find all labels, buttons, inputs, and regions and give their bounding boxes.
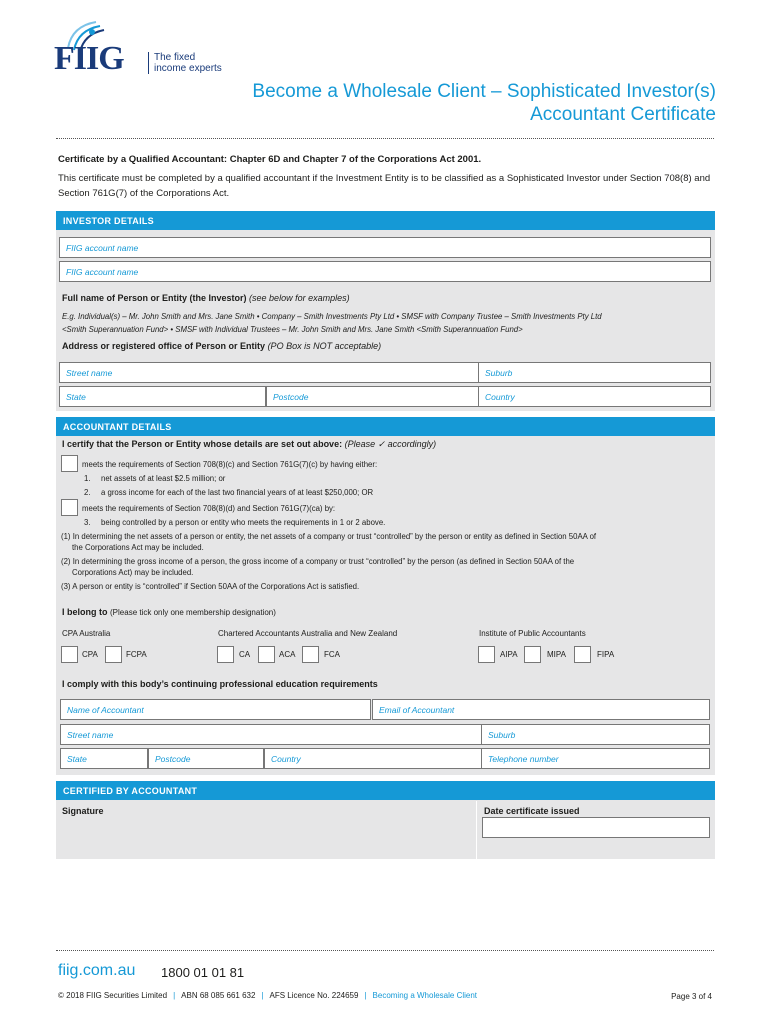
accountant-country-field[interactable]: Country [264, 748, 482, 769]
divider [56, 138, 714, 139]
example-line-2: <Smith Superannuation Fund> • SMSF with Individual Trustees – Mr. John Smith and Mrs. Jane Smith <Smith Superannuation Fund> [62, 325, 523, 334]
investor-suburb-field[interactable]: Suburb [478, 362, 711, 383]
date-issued-field[interactable] [482, 817, 710, 838]
intro-text: This certificate must be completed by a qualified accountant if the Investment Entity is to be classified as a Sophisticated Investor under Section 708(8) and Section 761G(7) of the Corporations Act. [58, 173, 711, 199]
signature-label: Signature [62, 806, 104, 816]
fiig-account-name-field-2[interactable]: FIIG account name [59, 261, 711, 282]
requirement-a-checkbox[interactable] [61, 455, 78, 472]
page-title: Become a Wholesale Client – Sophisticated Investor(s) Accountant Certificate [252, 81, 716, 125]
fcpa-checkbox[interactable] [105, 646, 122, 663]
fcpa-label: FCPA [126, 650, 147, 659]
certified-section [56, 781, 715, 859]
fca-label: FCA [324, 650, 340, 659]
cpa-australia-label: CPA Australia [62, 629, 111, 638]
item-1-number: 1. [84, 474, 91, 483]
investor-details-section [56, 211, 715, 411]
address-label: Address or registered office of Person or Entity (PO Box is NOT acceptable) [62, 341, 382, 351]
footer-divider [56, 950, 714, 951]
aipa-checkbox[interactable] [478, 646, 495, 663]
aca-checkbox[interactable] [258, 646, 275, 663]
item-3-number: 3. [84, 518, 91, 527]
comply-label: I comply with this body’s continuing professional education requirements [62, 679, 378, 689]
cpa-label: CPA [82, 650, 98, 659]
item-2-number: 2. [84, 488, 91, 497]
investor-state-field[interactable]: State [59, 386, 266, 407]
example-line-1: E.g. Individual(s) – Mr. John Smith and Mrs. Jane Smith • Company – Smith Investments Pty Ltd • SMSF with Company Trustee – Smith Investments Pty Ltd [62, 312, 602, 321]
investor-details-heading: INVESTOR DETAILS [56, 211, 715, 230]
accountant-name-field[interactable]: Name of Accountant [60, 699, 371, 720]
note-3: (3) A person or entity is “controlled” if Section 50AA of the Corporations Act is satisfied. [61, 582, 360, 591]
fipa-checkbox[interactable] [574, 646, 591, 663]
accountant-email-field[interactable]: Email of Accountant [372, 699, 710, 720]
accountant-details-heading: ACCOUNTANT DETAILS [56, 417, 715, 436]
aca-label: ACA [279, 650, 296, 659]
logo-wordmark: FIIG [54, 40, 124, 77]
chartered-accountants-label: Chartered Accountants Australia and New Zealand [218, 629, 398, 638]
ca-label: CA [239, 650, 251, 659]
item-3-text: being controlled by a person or entity who meets the requirements in 1 or 2 above. [101, 518, 386, 527]
requirement-b-text: meets the requirements of Section 708(8)(d) and Section 761G(7)(ca) by: [82, 504, 336, 513]
logo-tagline: The fixed income experts [148, 52, 222, 74]
date-issued-label: Date certificate issued [484, 806, 580, 816]
ca-checkbox[interactable] [217, 646, 234, 663]
footer-website-link[interactable]: fiig.com.au [58, 962, 136, 979]
ipa-label: Institute of Public Accountants [479, 629, 586, 638]
accountant-telephone-field[interactable]: Telephone number [481, 748, 710, 769]
certify-label: I certify that the Person or Entity whose details are set out above: (Please ✓ accordingly) [62, 439, 437, 449]
fiig-account-name-field-1[interactable]: FIIG account name [59, 237, 711, 258]
item-1-text: net assets of at least $2.5 million; or [101, 474, 226, 483]
note-2-line-2: Corporations Act) may be included. [72, 568, 194, 577]
fipa-label: FIPA [597, 650, 615, 659]
page-number: Page 3 of 4 [671, 992, 712, 1001]
fiig-logo [52, 20, 242, 75]
cpa-checkbox[interactable] [61, 646, 78, 663]
investor-street-field[interactable]: Street name [59, 362, 479, 383]
note-1-line-1: (1) In determining the net assets of a person or entity, the net assets of a company or trust “controlled” by the person or entity as defined in Section 50AA of [61, 532, 597, 541]
requirement-a-text: meets the requirements of Section 708(8)(c) and Section 761G(7)(c) by having either: [82, 460, 378, 469]
accountant-street-field[interactable]: Street name [60, 724, 482, 745]
intro-heading: Certificate by a Qualified Accountant: Chapter 6D and Chapter 7 of the Corporations Act 2001. [58, 154, 482, 165]
note-2-line-1: (2) In determining the gross income of a person, the gross income of a company or trust “controlled” by the person (as defined in Section 50AA of the [61, 557, 575, 566]
item-2-text: a gross income for each of the last two financial years of at least $250,000; OR [101, 488, 374, 497]
accountant-state-field[interactable]: State [60, 748, 148, 769]
accountant-details-section [56, 417, 715, 775]
accountant-suburb-field[interactable]: Suburb [481, 724, 710, 745]
footer-phone: 1800 01 01 81 [161, 965, 245, 980]
mipa-checkbox[interactable] [524, 646, 541, 663]
requirement-b-checkbox[interactable] [61, 499, 78, 516]
fca-checkbox[interactable] [302, 646, 319, 663]
investor-country-field[interactable]: Country [478, 386, 711, 407]
certified-heading: CERTIFIED BY ACCOUNTANT [56, 781, 715, 800]
mipa-label: MIPA [547, 650, 566, 659]
belong-label: I belong to (Please tick only one membership designation) [62, 607, 276, 617]
investor-postcode-field[interactable]: Postcode [266, 386, 479, 407]
signature-divider [476, 801, 477, 859]
accountant-postcode-field[interactable]: Postcode [148, 748, 264, 769]
fullname-label: Full name of Person or Entity (the Investor) (see below for examples) [62, 293, 350, 303]
note-1-line-2: the Corporations Act may be included. [72, 543, 204, 552]
aipa-label: AIPA [500, 650, 518, 659]
footer-legal: © 2018 FIIG Securities Limited | ABN 68 085 661 632 | AFS Licence No. 224659 | Becoming a Wholesale Client [58, 991, 478, 1000]
